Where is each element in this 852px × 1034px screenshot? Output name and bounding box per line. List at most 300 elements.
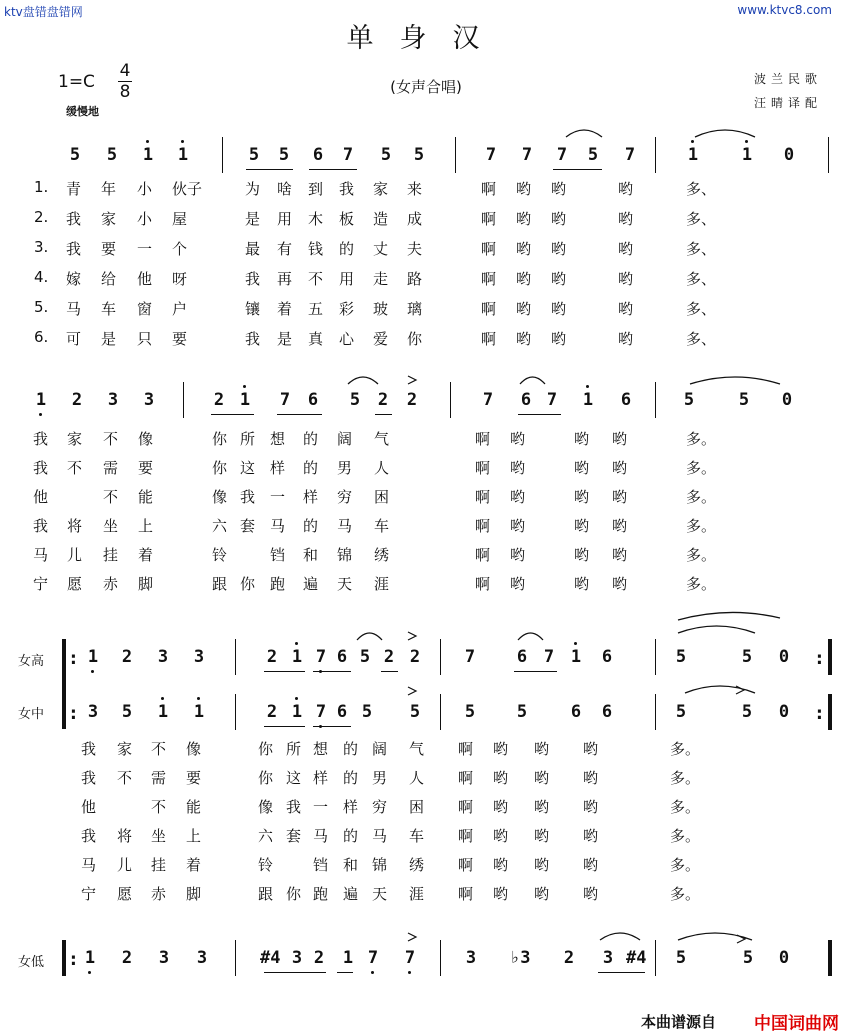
lyric-syllable: 哟 [516,180,532,198]
lyric-syllable: 六 [258,827,274,845]
note-digit: 5 [349,390,361,410]
lyric-syllable: 是 [245,210,261,228]
lyric-syllable: 想 [270,430,286,448]
note-digit: 2 [409,647,421,667]
lyric-syllable: 赤 [103,575,119,593]
lyric-syllable: 的 [343,769,359,787]
lyric-syllable: 我 [286,798,302,816]
lyric-syllable: 2. [34,208,49,226]
lyric-syllable: 哟 [551,210,567,228]
lyric-syllable: 啊 [481,330,497,348]
tie-arc [695,130,755,137]
lyric-syllable: 多、 [686,330,717,348]
lyric-syllable: 一 [313,798,329,816]
lyric-syllable: 人 [409,769,425,787]
lyric-syllable: 儿 [117,856,133,874]
lyric-syllable: 小 [137,210,153,228]
note-digit: #4 [260,948,281,968]
note [567,702,585,722]
note-digit: 6 [336,647,348,667]
lyric-syllable: 着 [138,546,154,564]
note [775,647,793,667]
barline [440,694,441,730]
tie-arc [678,626,755,633]
note [364,948,382,968]
note [735,390,753,410]
barline [450,382,451,418]
lyric-syllable: 哟 [574,575,590,593]
lyric-syllable: 丈 [373,240,389,258]
note [579,390,597,410]
note [118,702,136,722]
lyric-syllable: 哟 [510,459,526,477]
repeat-sign: : [70,704,77,724]
lyric-syllable: 夫 [407,240,423,258]
beam [598,972,645,973]
note [560,948,578,968]
footer-site: 中国词曲网 [754,1014,839,1034]
lyric-syllable: 多。 [670,827,701,845]
lyric-syllable: 将 [117,827,133,845]
lyric-syllable: 你 [286,885,302,903]
beam [514,671,557,672]
note-digit: 1 [193,702,205,722]
note-digit: 5 [413,145,425,165]
note-digit: 2 [266,702,278,722]
lyric-line [0,178,852,198]
beam [264,671,305,672]
barline [235,694,236,730]
lyric-line [0,298,852,318]
lyric-syllable: 样 [313,769,329,787]
origin-credit: 波兰民歌 [753,72,822,86]
lyric-syllable: 锦 [337,546,353,564]
note-digit: 5 [683,390,695,410]
note [312,647,330,667]
lyric-syllable: 你 [258,740,274,758]
note [288,948,306,968]
note-digit: 3 [196,948,208,968]
note-digit: 0 [778,702,790,722]
lyric-syllable: 3. [34,238,49,256]
accent-mark [737,935,745,943]
note [190,647,208,667]
beam [313,726,351,727]
lyric-syllable: 啊 [475,517,491,535]
lyric-syllable: 我 [66,210,82,228]
repeat-sign-end: : [816,649,823,669]
low-octave-dot [39,413,42,416]
lyric-syllable: 套 [240,517,256,535]
lyric-syllable: 啊 [481,180,497,198]
lyric-syllable: 我 [240,488,256,506]
lyric-syllable: 用 [339,270,355,288]
beam [246,169,293,170]
high-octave-dot [243,385,246,388]
note [174,145,192,165]
lyric-syllable: 套 [286,827,302,845]
lyric-syllable: 啊 [458,885,474,903]
note-digit: 3 [87,702,99,722]
note [599,948,617,968]
lyric-syllable: 我 [33,430,49,448]
lyric-syllable: 跟 [258,885,274,903]
lyric-line [0,544,852,564]
note [81,948,99,968]
lyric-syllable: 我 [81,827,97,845]
note-digit: 5 [248,145,260,165]
lyric-syllable: 一 [270,488,286,506]
note [339,948,357,968]
lyric-syllable: 跟 [212,575,228,593]
beam [313,671,351,672]
lyric-syllable: 哟 [583,856,599,874]
lyric-syllable: 他 [33,488,49,506]
lyric-syllable: 哟 [618,270,634,288]
lyric-syllable: 多。 [686,546,717,564]
lyric-syllable: 要 [138,459,154,477]
lyric-syllable: 多。 [670,885,701,903]
accent-mark [408,687,416,695]
lyric-syllable: 呀 [172,270,188,288]
voice-label-high: 女高 [18,654,45,669]
lyric-syllable: 伙子 [172,180,203,198]
note-digit: 7 [464,647,476,667]
note [304,390,322,410]
lyric-syllable: 需 [151,769,167,787]
lyric-syllable: 将 [67,517,83,535]
note [517,390,535,410]
time-numerator: 4 [119,61,131,81]
song-title: 单身汉 [346,23,506,54]
lyric-syllable: 哟 [612,575,628,593]
lyric-syllable: 上 [186,827,202,845]
lyric-syllable: 跑 [270,575,286,593]
note [567,647,585,667]
note-digit: 3 [107,390,119,410]
song-subtitle: (女声合唱) [390,78,462,96]
note-digit: 5 [675,702,687,722]
lyric-syllable: 板 [339,210,355,228]
lyric-syllable: 绣 [409,856,425,874]
lyric-syllable: 哟 [583,885,599,903]
note [738,647,756,667]
lyric-syllable: 我 [245,330,261,348]
lyric-syllable: 涯 [374,575,390,593]
lyric-syllable: 啊 [481,210,497,228]
lyric-syllable: 啊 [458,856,474,874]
tie-arc [600,933,640,940]
repeat-sign-end: : [816,704,823,724]
note-digit: 1 [157,702,169,722]
lyric-syllable: 你 [212,459,228,477]
lyric-syllable: 你 [258,769,274,787]
note-digit: 7 [315,647,327,667]
note-digit: 3 [291,948,303,968]
note-digit: 2 [377,390,389,410]
note-digit: 6 [516,647,528,667]
lyric-syllable: 着 [186,856,202,874]
note [780,145,798,165]
lyric-syllable: 哟 [551,180,567,198]
note-digit: 5 [675,948,687,968]
lyric-syllable: 要 [186,769,202,787]
tie-arc [357,633,382,640]
lyric-syllable: 铛 [270,546,286,564]
lyric-syllable: 的 [303,459,319,477]
lyric-line [0,208,852,228]
note-digit: 2 [121,647,133,667]
lyric-syllable: 哟 [493,827,509,845]
final-barline [828,940,832,976]
note [245,145,263,165]
tie-arc [678,933,752,940]
lyric-syllable: 能 [186,798,202,816]
lyric-syllable: 要 [172,330,188,348]
note [276,390,294,410]
lyric-syllable: 遍 [343,885,359,903]
lyric-syllable: 哟 [574,430,590,448]
note-digit: 5 [464,702,476,722]
note-digit: 2 [213,390,225,410]
lyric-syllable: 你 [240,575,256,593]
note [275,145,293,165]
note-digit: 0 [778,647,790,667]
note [482,145,500,165]
lyric-syllable: 赤 [151,885,167,903]
lyric-syllable: 多。 [670,769,701,787]
lyric-syllable: 哟 [583,798,599,816]
lyric-syllable: 和 [343,856,359,874]
lyric-syllable: 坐 [151,827,167,845]
note-digit: 5 [741,647,753,667]
lyric-syllable: 愿 [67,575,83,593]
lyric-syllable: 真 [308,330,324,348]
barline [655,940,656,976]
note-digit: 1 [177,145,189,165]
note [333,647,351,667]
note-digit: 7 [367,948,379,968]
lyric-line [0,573,852,593]
lyric-syllable: 宁 [33,575,49,593]
lyric-syllable: 马 [337,517,353,535]
note-digit: 3 [602,948,614,968]
lyric-syllable: 哟 [493,798,509,816]
note-digit: 5 [587,145,599,165]
lyric-syllable: 多、 [686,240,717,258]
lyric-syllable: 的 [303,517,319,535]
note-digit: 1 [84,948,96,968]
lyric-syllable: 玻 [373,300,389,318]
note-digit: 3 [143,390,155,410]
note [260,948,281,968]
lyric-syllable: 像 [212,488,228,506]
lyric-syllable: 阔 [337,430,353,448]
barline [440,639,441,675]
lyric-syllable: 他 [81,798,97,816]
tie-arc [348,377,378,384]
lyric-syllable: 男 [337,459,353,477]
lyric-syllable: 1. [34,178,49,196]
lyric-line [0,796,852,816]
note [510,948,531,968]
lyric-syllable: 哟 [612,459,628,477]
lyric-syllable: 爱 [373,330,389,348]
note [84,647,102,667]
note-digit: 3 [193,647,205,667]
note [621,145,639,165]
repeat-sign: : [70,950,77,970]
note [190,702,208,722]
note-digit: 7 [315,702,327,722]
lyric-syllable: 是 [277,330,293,348]
accent-mark [408,376,416,384]
note-digit: 1 [582,390,594,410]
note-digit: 7 [404,948,416,968]
note [263,647,281,667]
note-digit: 6 [570,702,582,722]
lyric-syllable: 哟 [510,517,526,535]
note [118,647,136,667]
note [263,702,281,722]
lyric-syllable: 啊 [481,240,497,258]
note [358,702,376,722]
lyric-syllable: 到 [308,180,324,198]
lyric-syllable: 年 [101,180,117,198]
note [775,948,793,968]
note [210,390,228,410]
lyric-syllable: 屋 [172,210,188,228]
note-digit: 1 [687,145,699,165]
lyric-syllable: 马 [33,546,49,564]
note-digit: 1 [291,702,303,722]
lyric-syllable: 困 [374,488,390,506]
lyric-syllable: 气 [374,430,390,448]
lyric-line [0,738,852,758]
note [617,390,635,410]
lyric-syllable: 哟 [493,856,509,874]
note-digit: 6 [312,145,324,165]
high-octave-dot [161,697,164,700]
lyric-line [0,457,852,477]
lyric-syllable: 来 [407,180,423,198]
lyric-syllable: 样 [270,459,286,477]
lyric-syllable: 想 [313,740,329,758]
lyric-syllable: 我 [339,180,355,198]
low-octave-dot [371,971,374,974]
lyric-syllable: 多、 [686,180,717,198]
system-brace [62,639,66,729]
system-brace-low [62,940,66,976]
note [513,647,531,667]
accent-mark [736,686,744,694]
note [139,145,157,165]
note-digit: 5 [361,702,373,722]
note [288,647,306,667]
note [672,702,690,722]
note [598,647,616,667]
lyric-syllable: 样 [343,798,359,816]
note [84,702,102,722]
lyric-syllable: 阔 [372,740,388,758]
lyric-syllable: 挂 [103,546,119,564]
lyric-syllable: 哟 [510,575,526,593]
note [236,390,254,410]
lyric-line [0,767,852,787]
note-digit: 6 [620,390,632,410]
note-digit: 6 [520,390,532,410]
barline [655,694,656,730]
lyric-syllable: 不 [67,459,83,477]
lyric-syllable: 多、 [686,270,717,288]
lyric-syllable: 啊 [475,459,491,477]
lyric-syllable: 车 [374,517,390,535]
note-digit: 2 [71,390,83,410]
note [739,948,757,968]
tie-arc [678,612,780,620]
note-digit: 5 [409,702,421,722]
lyric-syllable: 哟 [534,798,550,816]
lyric-syllable: 多。 [670,798,701,816]
lyric-syllable: 我 [81,740,97,758]
lyric-syllable: 哟 [510,546,526,564]
lyric-syllable: 哟 [551,240,567,258]
high-octave-dot [197,697,200,700]
lyric-syllable: 个 [172,240,188,258]
lyric-syllable: 马 [81,856,97,874]
lyric-syllable: 铃 [258,856,274,874]
voice-label-mid: 女中 [18,707,45,722]
lyric-syllable: 哟 [534,827,550,845]
note [738,145,756,165]
high-octave-dot [745,140,748,143]
lyric-syllable: 不 [103,488,119,506]
note-digit: 1 [741,145,753,165]
note [104,390,122,410]
lyric-syllable: 铃 [212,546,228,564]
lyric-syllable: 小 [137,180,153,198]
note [103,145,121,165]
lyric-syllable: 天 [337,575,353,593]
note-digit: ♭3 [510,948,531,968]
beam [211,414,254,415]
lyric-syllable: 再 [277,270,293,288]
lyric-syllable: 是 [101,330,117,348]
lyric-syllable: 啊 [458,827,474,845]
note-digit: 2 [406,390,418,410]
note [778,390,796,410]
note-digit: 7 [279,390,291,410]
note [406,647,424,667]
note [410,145,428,165]
lyric-syllable: 哟 [618,180,634,198]
lyric-syllable: 哟 [534,885,550,903]
note [309,145,327,165]
lyric-syllable: 铛 [313,856,329,874]
note-digit: 3 [158,948,170,968]
footer-source: 本曲谱源自 [641,1013,717,1031]
lyric-syllable: 绣 [374,546,390,564]
lyric-syllable: 只 [137,330,153,348]
note [461,702,479,722]
high-octave-dot [574,642,577,645]
lyric-syllable: 多。 [670,740,701,758]
lyric-syllable: 宁 [81,885,97,903]
note-digit: 5 [121,702,133,722]
lyric-syllable: 家 [67,430,83,448]
lyric-syllable: 不 [103,430,119,448]
high-octave-dot [146,140,149,143]
